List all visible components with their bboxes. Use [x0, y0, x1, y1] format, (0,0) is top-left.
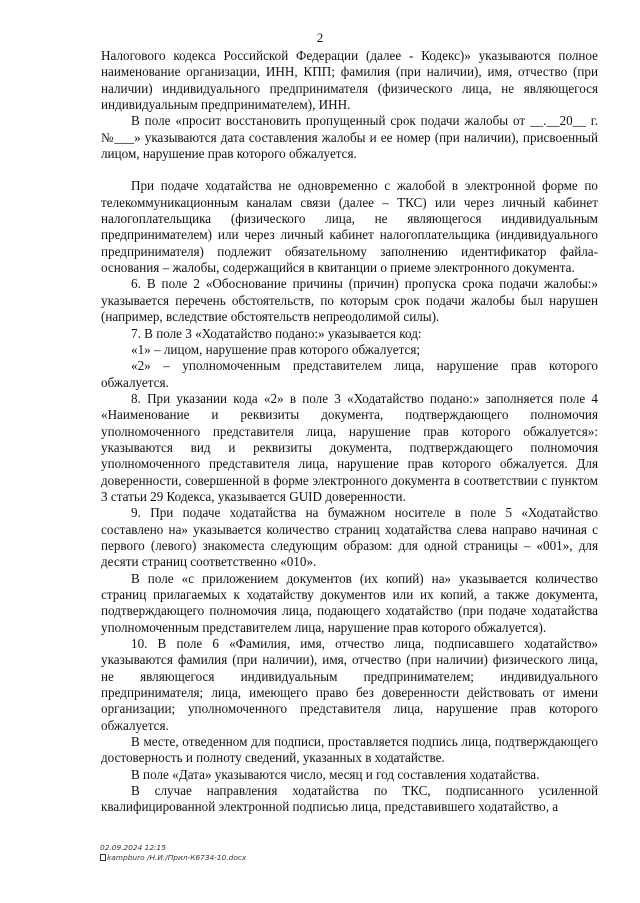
paragraph-10: В поле «с приложением документов (их копий) на» указывается количество страниц прилагаемых к ходатайству документов или их копий, а также документа, подтверждающего полномочия лица, подающего ходатайство (при подаче ходатайства уполномоченным представителем лица, нарушение прав которого обжалуется). — [101, 570, 598, 635]
document-footer — [100, 843, 246, 863]
document-icon — [100, 854, 106, 861]
paragraph-8: 8. При указании кода «2» в поле 3 «Ходатайство подано:» заполняется поле 4 «Наименование и реквизиты документа, подтверждающего полномочия уполномоченного представителя лица, нарушение прав которого обжалуется»: указываются вид и реквизиты документа, подтверждающего полномочия уполномоченного представителя лица, нарушение прав которого обжалуется. Для доверенности, совершенной в форме электронного документа в соответствии с пунктом 3 статьи 29 Кодекса, указывается GUID доверенности. — [101, 390, 598, 504]
paragraph-11: 10. В поле 6 «Фамилия, имя, отчество лица, подписавшего ходатайство» указываются фамилия (при наличии), имя, отчество (при наличии) физического лица, не являющегося индивидуальным предпринимателем; индивидуального предпринимателя; лица, имеющего право без доверенности действовать от имени организации; уполномоченного представителя лица, нарушение прав которого обжалуется. — [101, 636, 598, 733]
paragraph-9: 9. При подаче ходатайства на бумажном носителе в поле 5 «Ходатайство составлено на» указывается количество страниц ходатайства слева направо начиная с первого (левого) знакоместа следующим образом: для одной страницы – «001», для десяти страниц соответственно «010». — [101, 505, 598, 570]
paragraph-4: 6. В поле 2 «Обоснование причины (причин) пропуска срока подачи жалобы:» указывается перечень обстоятельств, по которым срок подачи жалобы был нарушен (например, вследствие обстоятельств непреодолимой силы). — [101, 276, 598, 325]
footer-date-time: 02.09.2024 12:15 — [100, 843, 166, 852]
paragraph-12: В месте, отведенном для подписи, проставляется подпись лица, подтверждающего достоверность и полноту сведений, указанных в ходатайстве. — [101, 734, 598, 766]
paragraph-13: В поле «Дата» указываются число, месяц и год составления ходатайства. — [131, 766, 540, 782]
footer-file-path: kampburo /Н.И./Прил-К6734-10.docx — [107, 853, 247, 862]
paragraph-3: При подаче ходатайства не одновременно с жалобой в электронной форме по телекоммуникационным каналам связи (далее – ТКС) или через личный кабинет налогоплательщика (физического лица, не являющегося индивидуальным предпринимателем) или через личный кабинет налогоплательщика (индивидуального предпринимателя) подлежит обязательному заполнению идентификатор файла-основания – жалобы, содержащийся в квитанции о приеме электронного документа. — [101, 178, 598, 276]
paragraph-5: 7. В поле 3 «Ходатайство подано:» указывается код: — [131, 325, 422, 341]
page-number: 2 — [316, 30, 324, 45]
paragraph-spacer — [101, 162, 598, 178]
footer-file-line — [100, 853, 246, 863]
paragraph-7: «2» – уполномоченным представителем лица, нарушение прав которого обжалуется. — [101, 358, 598, 390]
paragraph-2: В поле «просит восстановить пропущенный срок подачи жалобы от __.__20__ г. №___» указываются дата составления жалобы и ее номер (при наличии), присвоенный лицом, нарушение прав которого обжалуется. — [101, 113, 598, 162]
paragraph-1: Налогового кодекса Российской Федерации (далее - Кодекс)» указываются полное наименование организации, ИНН, КПП; фамилия (при наличии), имя, отчество (при наличии) индивидуального предпринимателя (физического лица, не являющегося индивидуальным предпринимателем), ИНН. — [101, 48, 598, 113]
paragraph-14: В случае направления ходатайства по ТКС, подписанного усиленной квалифицированной электронной подписью лица, представившего ходатайство, а — [101, 783, 598, 815]
document-body — [101, 48, 598, 816]
paragraph-6: «1» – лицом, нарушение прав которого обжалуется; — [131, 341, 421, 357]
